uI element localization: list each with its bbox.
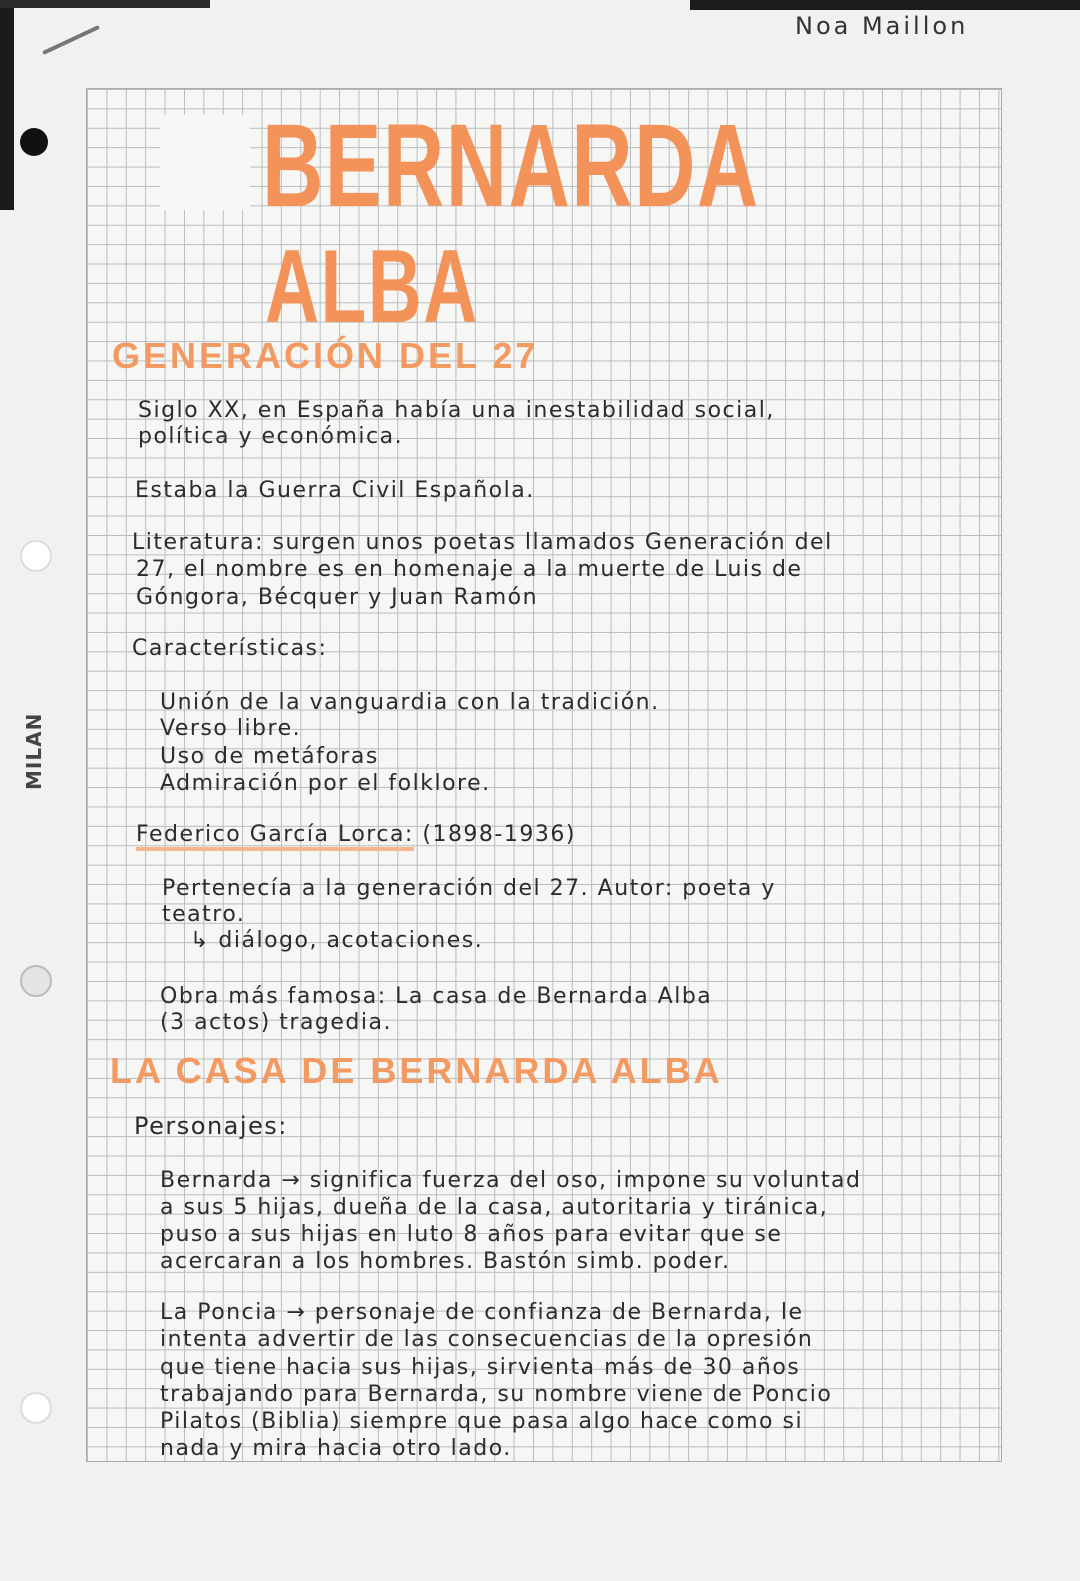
brand-logo: MILAN — [22, 712, 46, 790]
title-line-1: BERNARDA — [262, 100, 760, 232]
text-line: 27, el nombre es en homenaje a la muerte de Luis de — [136, 557, 803, 582]
text-line: intenta advertir de las consecuencias de la opresión — [160, 1327, 814, 1352]
list-item: Unión de la vanguardia con la tradición. — [160, 690, 660, 715]
punch-hole-icon — [20, 128, 48, 156]
photo-edge — [690, 0, 1080, 10]
text-line: política y económica. — [138, 424, 404, 449]
punch-hole-icon — [20, 965, 52, 997]
text-line: teatro. — [162, 902, 246, 927]
list-item: Admiración por el folklore. — [160, 771, 491, 796]
text-line: Bernarda → significa fuerza del oso, impone su voluntad — [160, 1168, 862, 1193]
list-item: Uso de metáforas — [160, 744, 379, 769]
text-line: Estaba la Guerra Civil Española. — [135, 478, 535, 503]
text-line: Pilatos (Biblia) siempre que pasa algo hace como si — [160, 1409, 804, 1434]
subheading: Personajes: — [134, 1112, 288, 1140]
text-line: Góngora, Bécquer y Juan Ramón — [136, 585, 539, 610]
redacted-area — [160, 115, 250, 210]
text-line: Obra más famosa: La casa de Bernarda Alba — [160, 984, 713, 1009]
photo-edge — [0, 0, 14, 210]
title-line-2: ALBA — [265, 229, 479, 345]
punch-hole-icon — [20, 1392, 52, 1424]
section-heading: GENERACIÓN DEL 27 — [112, 335, 539, 376]
text-line: ↳ diálogo, acotaciones. — [190, 928, 484, 953]
text-line: La Poncia → personaje de confianza de Bernarda, le — [160, 1300, 804, 1325]
section-heading: LA CASA DE BERNARDA ALBA — [110, 1050, 723, 1091]
text-line: Siglo XX, en España había una inestabilidad social, — [138, 398, 775, 423]
subheading: Características: — [132, 636, 328, 661]
list-item: Verso libre. — [160, 716, 302, 741]
lorca-name: Federico García Lorca: — [136, 822, 414, 851]
text-line: a sus 5 hijas, dueña de la casa, autoritaria y tiránica, — [160, 1195, 829, 1220]
text-line: acercaran a los hombres. Bastón simb. poder. — [160, 1249, 731, 1274]
pen-icon — [42, 25, 100, 55]
photo-edge — [0, 0, 210, 8]
lorca-dates: (1898-1936) — [422, 822, 576, 847]
text-line: puso a sus hijas en luto 8 años para evitar que se — [160, 1222, 783, 1247]
text-line: trabajando para Bernarda, su nombre viene de Poncio — [160, 1382, 833, 1407]
text-line: Pertenecía a la generación del 27. Autor: poeta y — [162, 876, 776, 901]
text-line: Literatura: surgen unos poetas llamados Generación del — [132, 530, 833, 555]
punch-hole-icon — [20, 540, 52, 572]
text-line: nada y mira hacia otro lado. — [160, 1436, 512, 1461]
author-name: Noa Maillon — [795, 12, 969, 40]
text-line: (3 actos) tragedia. — [160, 1010, 392, 1035]
text-line: que tiene hacia sus hijas, sirvienta más de 30 años — [160, 1355, 801, 1380]
lorca-line — [136, 822, 576, 847]
